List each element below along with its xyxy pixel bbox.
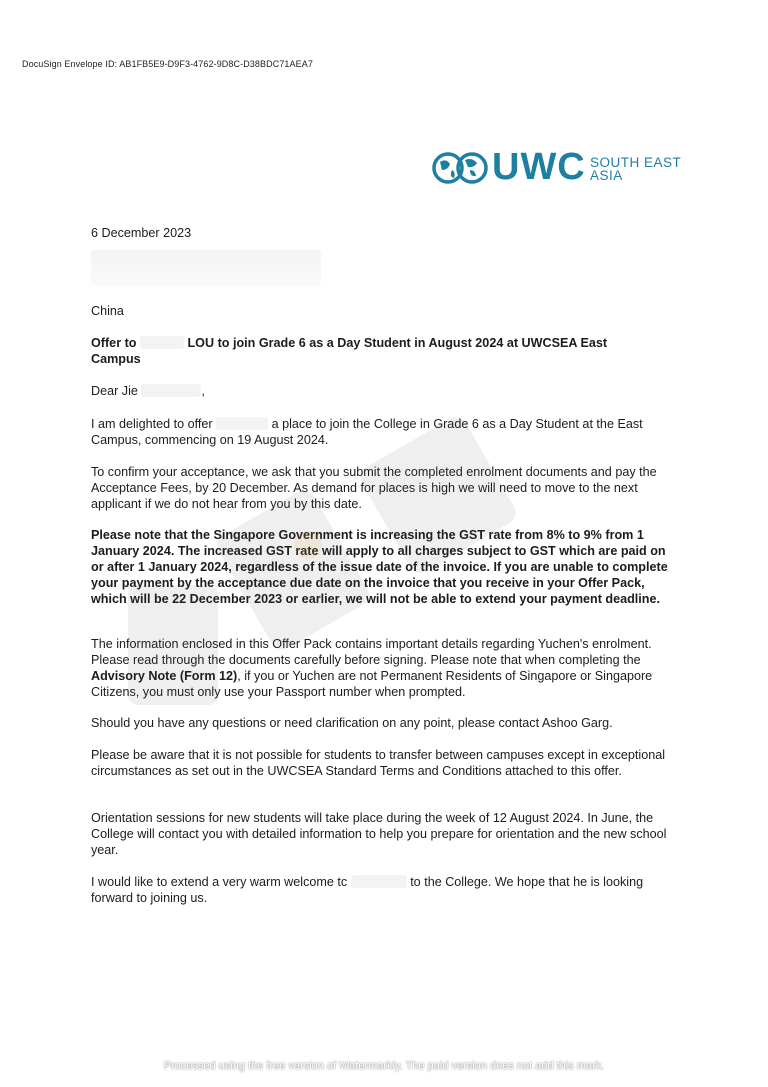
logo-subtitle [590,156,681,182]
offer-heading [91,335,671,367]
redacted-child-name-2 [351,875,407,888]
offer-prefix: Offer to [91,336,137,350]
paragraph-welcome [91,874,671,906]
paragraph-transfer: Please be aware that it is not possible for students to transfer between campuses except in exceptional circumstances as set out in the UWCSEA Standard Terms and Conditions attached to this offer. [91,748,666,778]
globe-icon [432,148,490,188]
para4-start: The information enclosed in this Offer Pack contains important details regarding Yuchen's enrolment. Please read through the documents carefully before signing. Please note that when completing the [91,637,652,667]
greeting [91,383,671,399]
address-country: China [91,304,124,318]
redacted-surname [141,384,201,397]
paragraph-acceptance: To confirm your acceptance, we ask that you submit the completed enrolment documents and pay the Acceptance Fees, by 20 December. As demand for places is high we will need to move to the next applicant if we do not hear from you by this date. [91,465,657,511]
paragraph-contact: Should you have any questions or need clarification on any point, please contact Ashoo Garg. [91,716,613,730]
paragraph-offer-pack [91,636,671,700]
paragraph-orientation: Orientation sessions for new students will take place during the week of 12 August 2024. In June, the College will contact you with detailed information to help you prepare for orientation and the new school year. [91,811,667,857]
para1-end: a place to join the College in Grade 6 as a Day Student at the East Campus, commencing on 19 August 2024. [91,417,643,447]
logo-uwc-text: UWC [492,146,586,188]
paragraph-gst-notice: Please note that the Singapore Government is increasing the GST rate from 8% to 9% from 1 January 2024. The increased GST rate will apply to all charges subject to GST which are paid on or after 1 January 2024, regardless of the issue date of the invoice. If you are unable to complete your payment by the acceptance due date on the invoice that you receive in your Offer Pack, which will be 22 December 2023 or earlier, we will not be able to extend your payment deadline. [91,528,668,606]
para8-start: I would like to extend a very warm welcome tc [91,875,348,889]
redacted-child-name [216,417,268,430]
uwc-logo [432,148,692,192]
offer-rest: LOU to join Grade 6 as a Day Student in August 2024 at UWCSEA East [187,336,608,350]
para1-start: I am delighted to offer [91,417,213,431]
greeting-text: Dear Jie [91,384,138,398]
paragraph-offer [91,416,671,448]
envelope-id: DocuSign Envelope ID: AB1FB5E9-D9F3-4762-9D8C-D38BDC71AEA7 [22,59,313,69]
offer-line2: Campus [91,352,141,366]
redacted-address [91,250,321,286]
redacted-name [140,336,184,349]
advisory-note-label: Advisory Note (Form 12) [91,669,238,683]
letter-date: 6 December 2023 [91,226,192,240]
para8-end: to the College. We hope that he is looking forward to joining us. [91,875,644,905]
logo-line-2: ASIA [590,168,623,183]
logo-line-1: SOUTH EAST [590,155,682,170]
para4-end: , if you or Yuchen are not Permanent Residents of Singapore or Singapore Citizens, you must only use your Passport number when prompted. [91,669,653,699]
greeting-comma: , [201,384,205,398]
watermark-footer: Processed using the free version of Watermarkly. The paid version does not add this mark. [163,1060,605,1072]
